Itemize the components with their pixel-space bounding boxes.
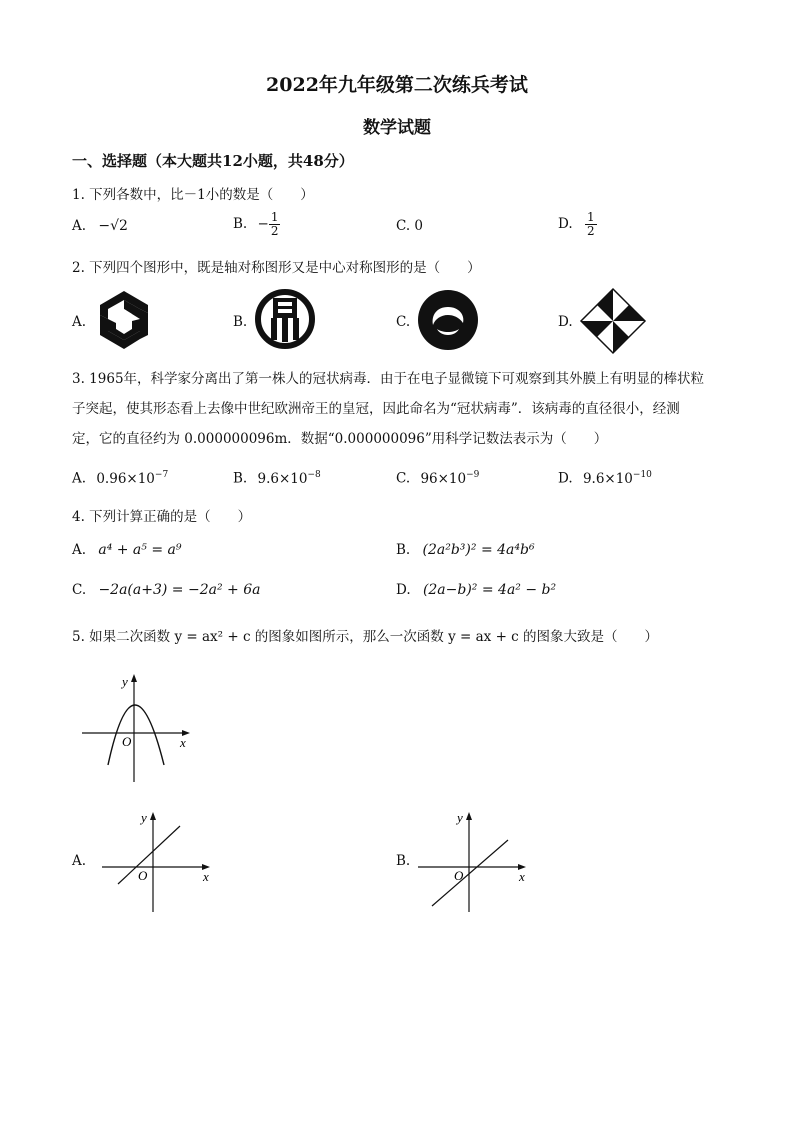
q5-parabola-graph — [80, 670, 200, 785]
q1-stem: 1. 下列各数中，比－1小的数是（ ） — [72, 187, 314, 203]
q3-c-label: C. — [396, 470, 411, 487]
q3-line-1: 3. 1965年，科学家分离出了第一株人的冠状病毒．由于在电子显微镜下可观察到其外膜上有明显的棒状粒 — [72, 371, 705, 387]
q3-a-exp: −7 — [154, 470, 169, 480]
q1-a-label: A. — [72, 218, 87, 234]
q4-d-expr: (2a−b)² = 4a² − b² — [422, 582, 557, 598]
q3-d-label: D. — [558, 470, 573, 487]
q5-stem: 5. 如果二次函数 y = ax² + c 的图象如图所示，那么一次函数 y = ax + c 的图象大致是（ ） — [72, 629, 659, 645]
q4-d-label: D. — [396, 582, 411, 598]
q2-label-a: A. — [72, 314, 87, 330]
q4-option-c — [72, 582, 260, 598]
q5-b-y-label: y — [457, 810, 463, 825]
q5-b-x-label: x — [519, 869, 525, 884]
q2-figure-b-icon — [254, 288, 316, 350]
q5-b-line — [432, 840, 508, 906]
q3-d-value: 9.6×10 — [582, 470, 633, 487]
q2-label-d: D. — [558, 314, 573, 330]
q5-option-a-graph — [100, 808, 220, 916]
q4-a-expr: a⁴ + a⁵ = a⁹ — [98, 542, 182, 558]
q2-label-b: B. — [233, 314, 248, 330]
q5-option-b-graph — [416, 808, 536, 916]
page-subtitle: 数学试题 — [363, 118, 431, 138]
q2-label-c: C. — [396, 314, 411, 330]
q5-main-origin: O — [122, 734, 132, 749]
q3-c-exp: −9 — [466, 470, 480, 480]
q1-b-sign: − — [257, 216, 269, 232]
q3-a-label: A. — [72, 470, 87, 487]
q1-b-fraction — [269, 211, 281, 238]
q5-parabola-curve — [108, 705, 164, 765]
q5-option-b-label: B. — [396, 853, 411, 869]
q5-main-y-label: y — [122, 674, 128, 689]
q4-a-label: A. — [72, 542, 87, 558]
q2-figure-d-icon — [579, 287, 647, 355]
q3-b-value: 9.6×10 — [257, 470, 308, 487]
q5-a-line — [118, 826, 180, 884]
q3-b-label: B. — [233, 470, 248, 487]
q3-option-a — [72, 470, 168, 487]
q1-option-b — [233, 211, 280, 238]
q4-option-d — [396, 582, 556, 598]
q5-a-origin: O — [138, 868, 148, 883]
q4-b-expr: (2a²b³)² = 4a⁴b⁶ — [422, 542, 535, 558]
q5-option-a-label: A. — [72, 853, 87, 869]
q4-option-b — [396, 542, 535, 558]
q2-figure-c-icon — [417, 289, 479, 351]
q1-option-a — [72, 218, 128, 234]
q5-b-origin: O — [454, 868, 464, 883]
q3-option-c — [396, 470, 479, 487]
q1-b-den: 2 — [270, 224, 279, 238]
q4-c-expr: −2a(a+3) = −2a² + 6a — [98, 582, 261, 598]
q1-option-c: C. 0 — [396, 218, 424, 234]
section-heading: 一、选择题（本大题共12小题，共48分） — [72, 152, 354, 170]
q2-figure-a-icon — [94, 289, 154, 351]
q3-line-3: 定，它的直径约为 0.000000096m．数据“0.000000096”用科学记数法表示为（ ） — [72, 431, 608, 447]
q5-a-x-label: x — [203, 869, 209, 884]
q1-d-label: D. — [558, 216, 573, 232]
q4-option-a — [72, 542, 181, 558]
q3-line-2: 子突起，使其形态看上去像中世纪欧洲帝王的皇冠，因此命名为“冠状病毒”．该病毒的直径很小，经测 — [72, 401, 680, 417]
q1-option-d — [558, 211, 597, 238]
q2-stem: 2. 下列四个图形中，既是轴对称图形又是中心对称图形的是（ ） — [72, 260, 481, 276]
q3-b-exp: −8 — [307, 470, 321, 480]
q1-b-num: 1 — [270, 210, 279, 224]
q1-d-fraction — [585, 211, 597, 238]
q4-b-label: B. — [396, 542, 411, 558]
q5-main-x-label: x — [180, 735, 186, 750]
q1-d-den: 2 — [586, 224, 595, 238]
q3-c-value: 96×10 — [420, 470, 467, 487]
q3-d-exp: −10 — [632, 470, 652, 480]
q1-b-label: B. — [233, 216, 248, 232]
q1-d-num: 1 — [586, 210, 595, 224]
q3-a-value: 0.96×10 — [96, 470, 155, 487]
q3-option-d — [558, 470, 652, 487]
q5-a-y-label: y — [141, 810, 147, 825]
q1-a-value: −√2 — [98, 218, 128, 234]
q4-c-label: C. — [72, 582, 87, 598]
q4-stem: 4. 下列计算正确的是（ ） — [72, 509, 252, 525]
page-title: 2022年九年级第二次练兵考试 — [266, 74, 528, 96]
q3-option-b — [233, 470, 321, 487]
